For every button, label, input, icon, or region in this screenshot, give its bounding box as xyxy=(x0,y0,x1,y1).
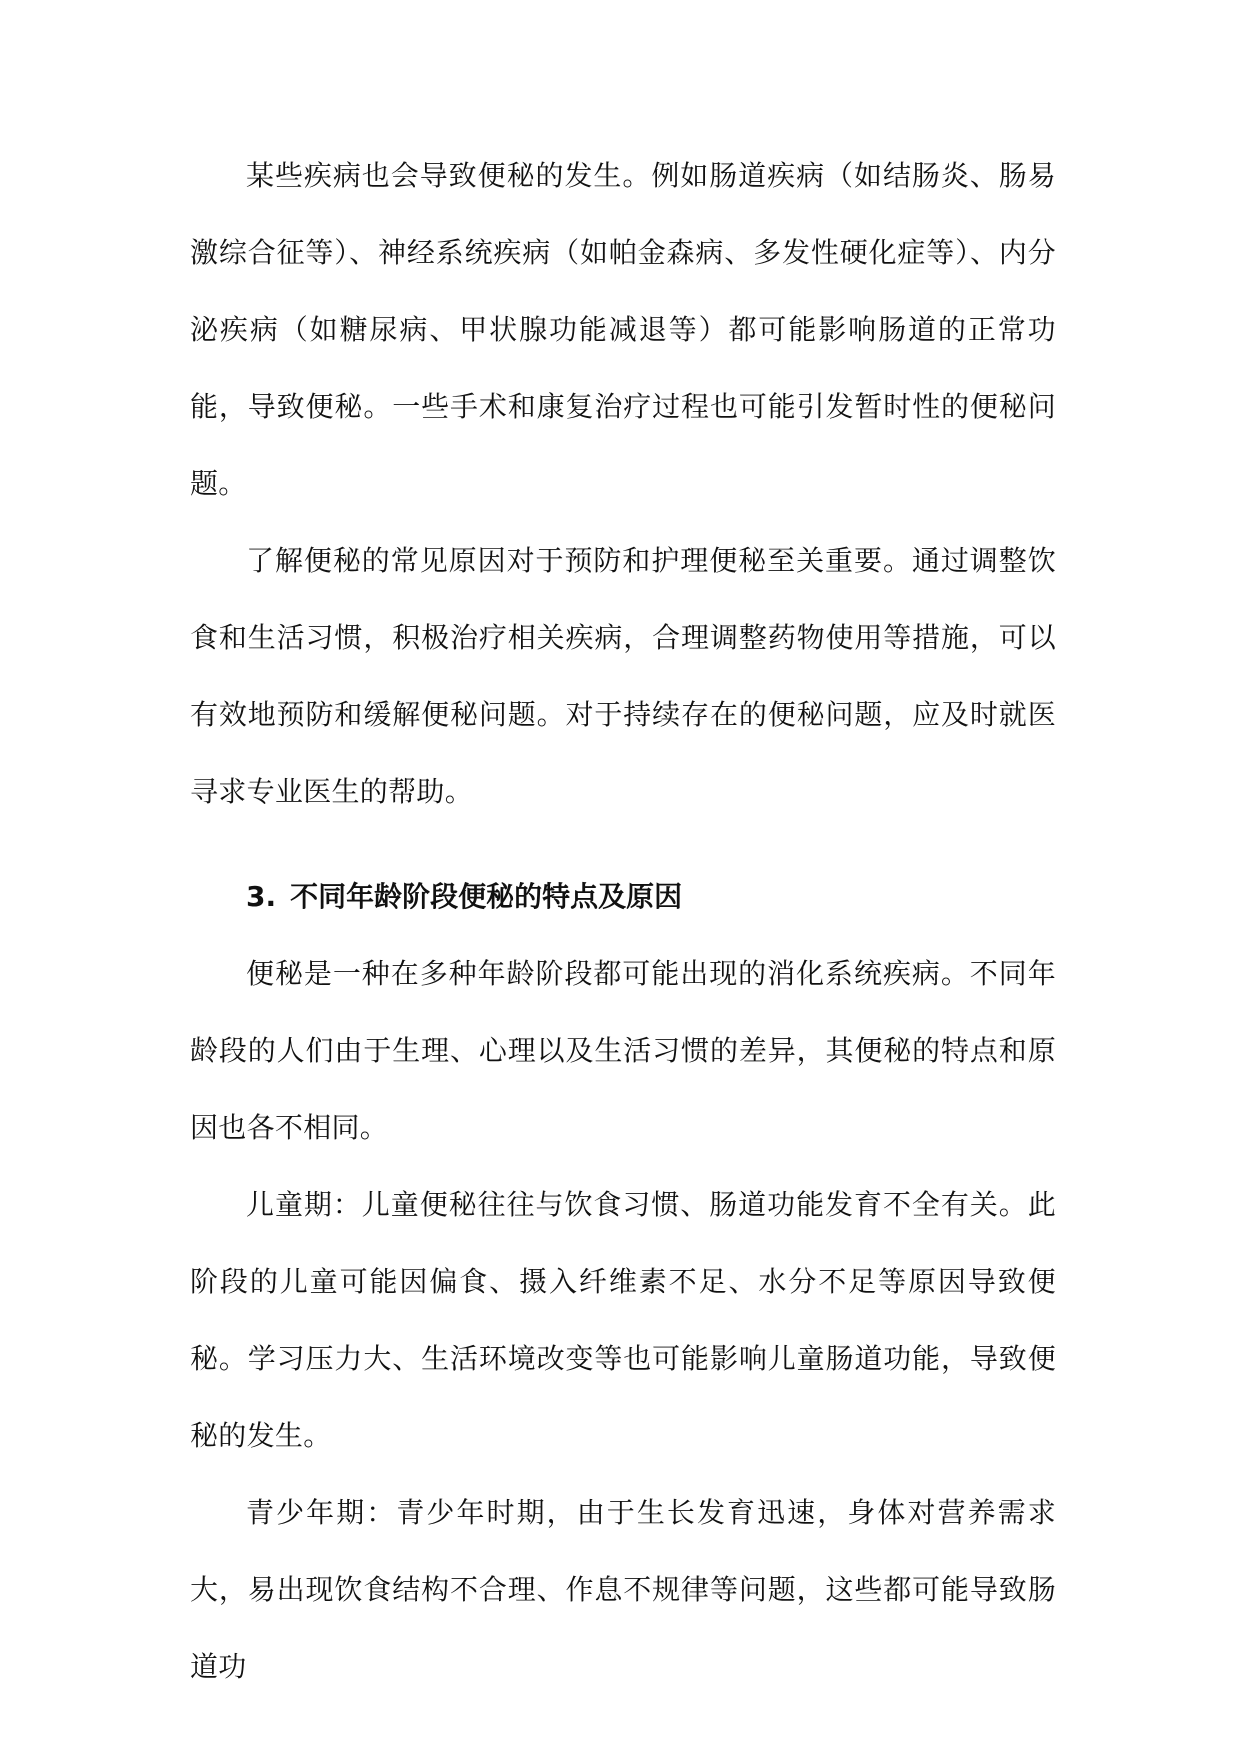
paragraph-understanding-causes: 了解便秘的常见原因对于预防和护理便秘至关重要。通过调整饮食和生活习惯，积极治疗相关疾病，合理调整药物使用等措施，可以有效地预防和缓解便秘问题。对于持续存在的便秘问题，应及时就医寻求专业医生的帮助。 xyxy=(190,544,1056,808)
paragraph-adolescence: 青少年期：青少年时期，由于生长发育迅速，身体对营养需求大，易出现饮食结构不合理、作息不规律等问题，这些都可能导致肠道功 xyxy=(190,1496,1056,1683)
section-number: 3. xyxy=(246,880,277,913)
document-body xyxy=(190,137,1056,1705)
section-title: 不同年龄阶段便秘的特点及原因 xyxy=(290,880,683,913)
paragraph-diseases-cause: 某些疾病也会导致便秘的发生。例如肠道疾病（如结肠炎、肠易激综合征等）、神经系统疾病（如帕金森病、多发性硬化症等）、内分泌疾病（如糖尿病、甲状腺功能减退等）都可能影响肠道的正常功能，导致便秘。一些手术和康复治疗过程也可能引发暂时性的便秘问题。 xyxy=(190,159,1056,500)
paragraph-age-intro: 便秘是一种在多种年龄阶段都可能出现的消化系统疾病。不同年龄段的人们由于生理、心理以及生活习惯的差异，其便秘的特点和原因也各不相同。 xyxy=(190,957,1056,1144)
section-heading xyxy=(190,858,1056,935)
paragraph-childhood: 儿童期：儿童便秘往往与饮食习惯、肠道功能发育不全有关。此阶段的儿童可能因偏食、摄入纤维素不足、水分不足等原因导致便秘。学习压力大、生活环境改变等也可能影响儿童肠道功能，导致便秘的发生。 xyxy=(190,1188,1056,1452)
